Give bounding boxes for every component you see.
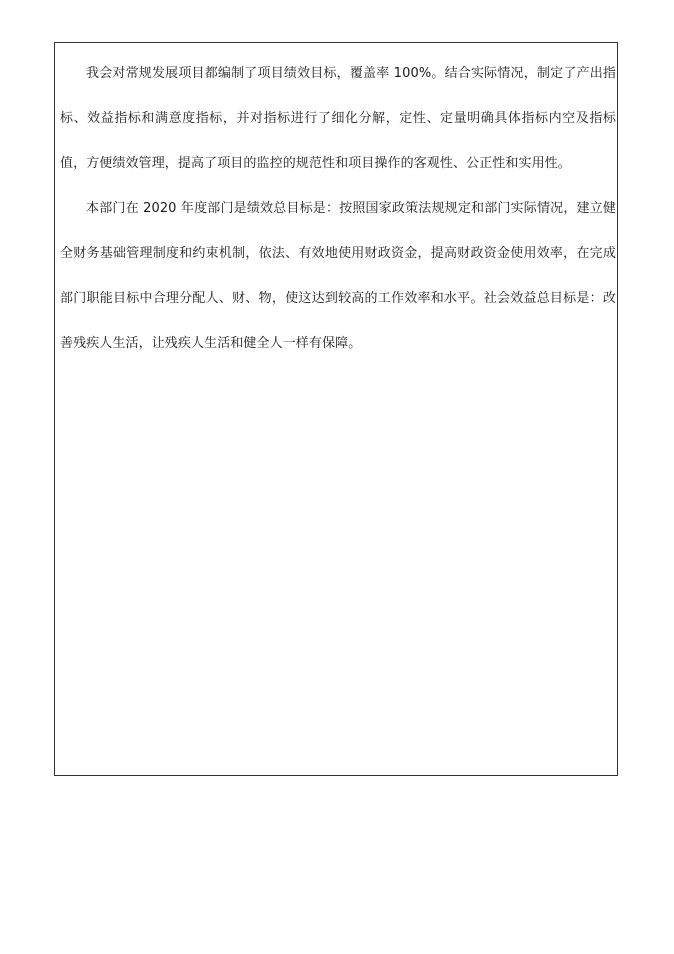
paragraph-performance-targets: 我会对常规发展项目都编制了项目绩效目标，覆盖率 100%。结合实际情况，制定了产出指标、效益指标和满意度指标，并对指标进行了细化分解，定性、定量明确具体指标内空及指标值，方便绩效管理，提高了项目的监控的规范性和项目操作的客观性、公正性和实用性。 bbox=[60, 66, 616, 171]
paragraph-overall-goals: 本部门在 2020 年度部门是绩效总目标是：按照国家政策法规规定和部门实际情况，建立健全财务基础管理制度和约束机制，依法、有效地使用财政资金，提高财政资金使用效率，在完成部门职能目标中合理分配人、财、物，使这达到较高的工作效率和水平。社会效益总目标是：改善残疾人生活，让残疾人生活和健全人一样有保障。 bbox=[60, 201, 616, 351]
document-body bbox=[60, 51, 616, 366]
